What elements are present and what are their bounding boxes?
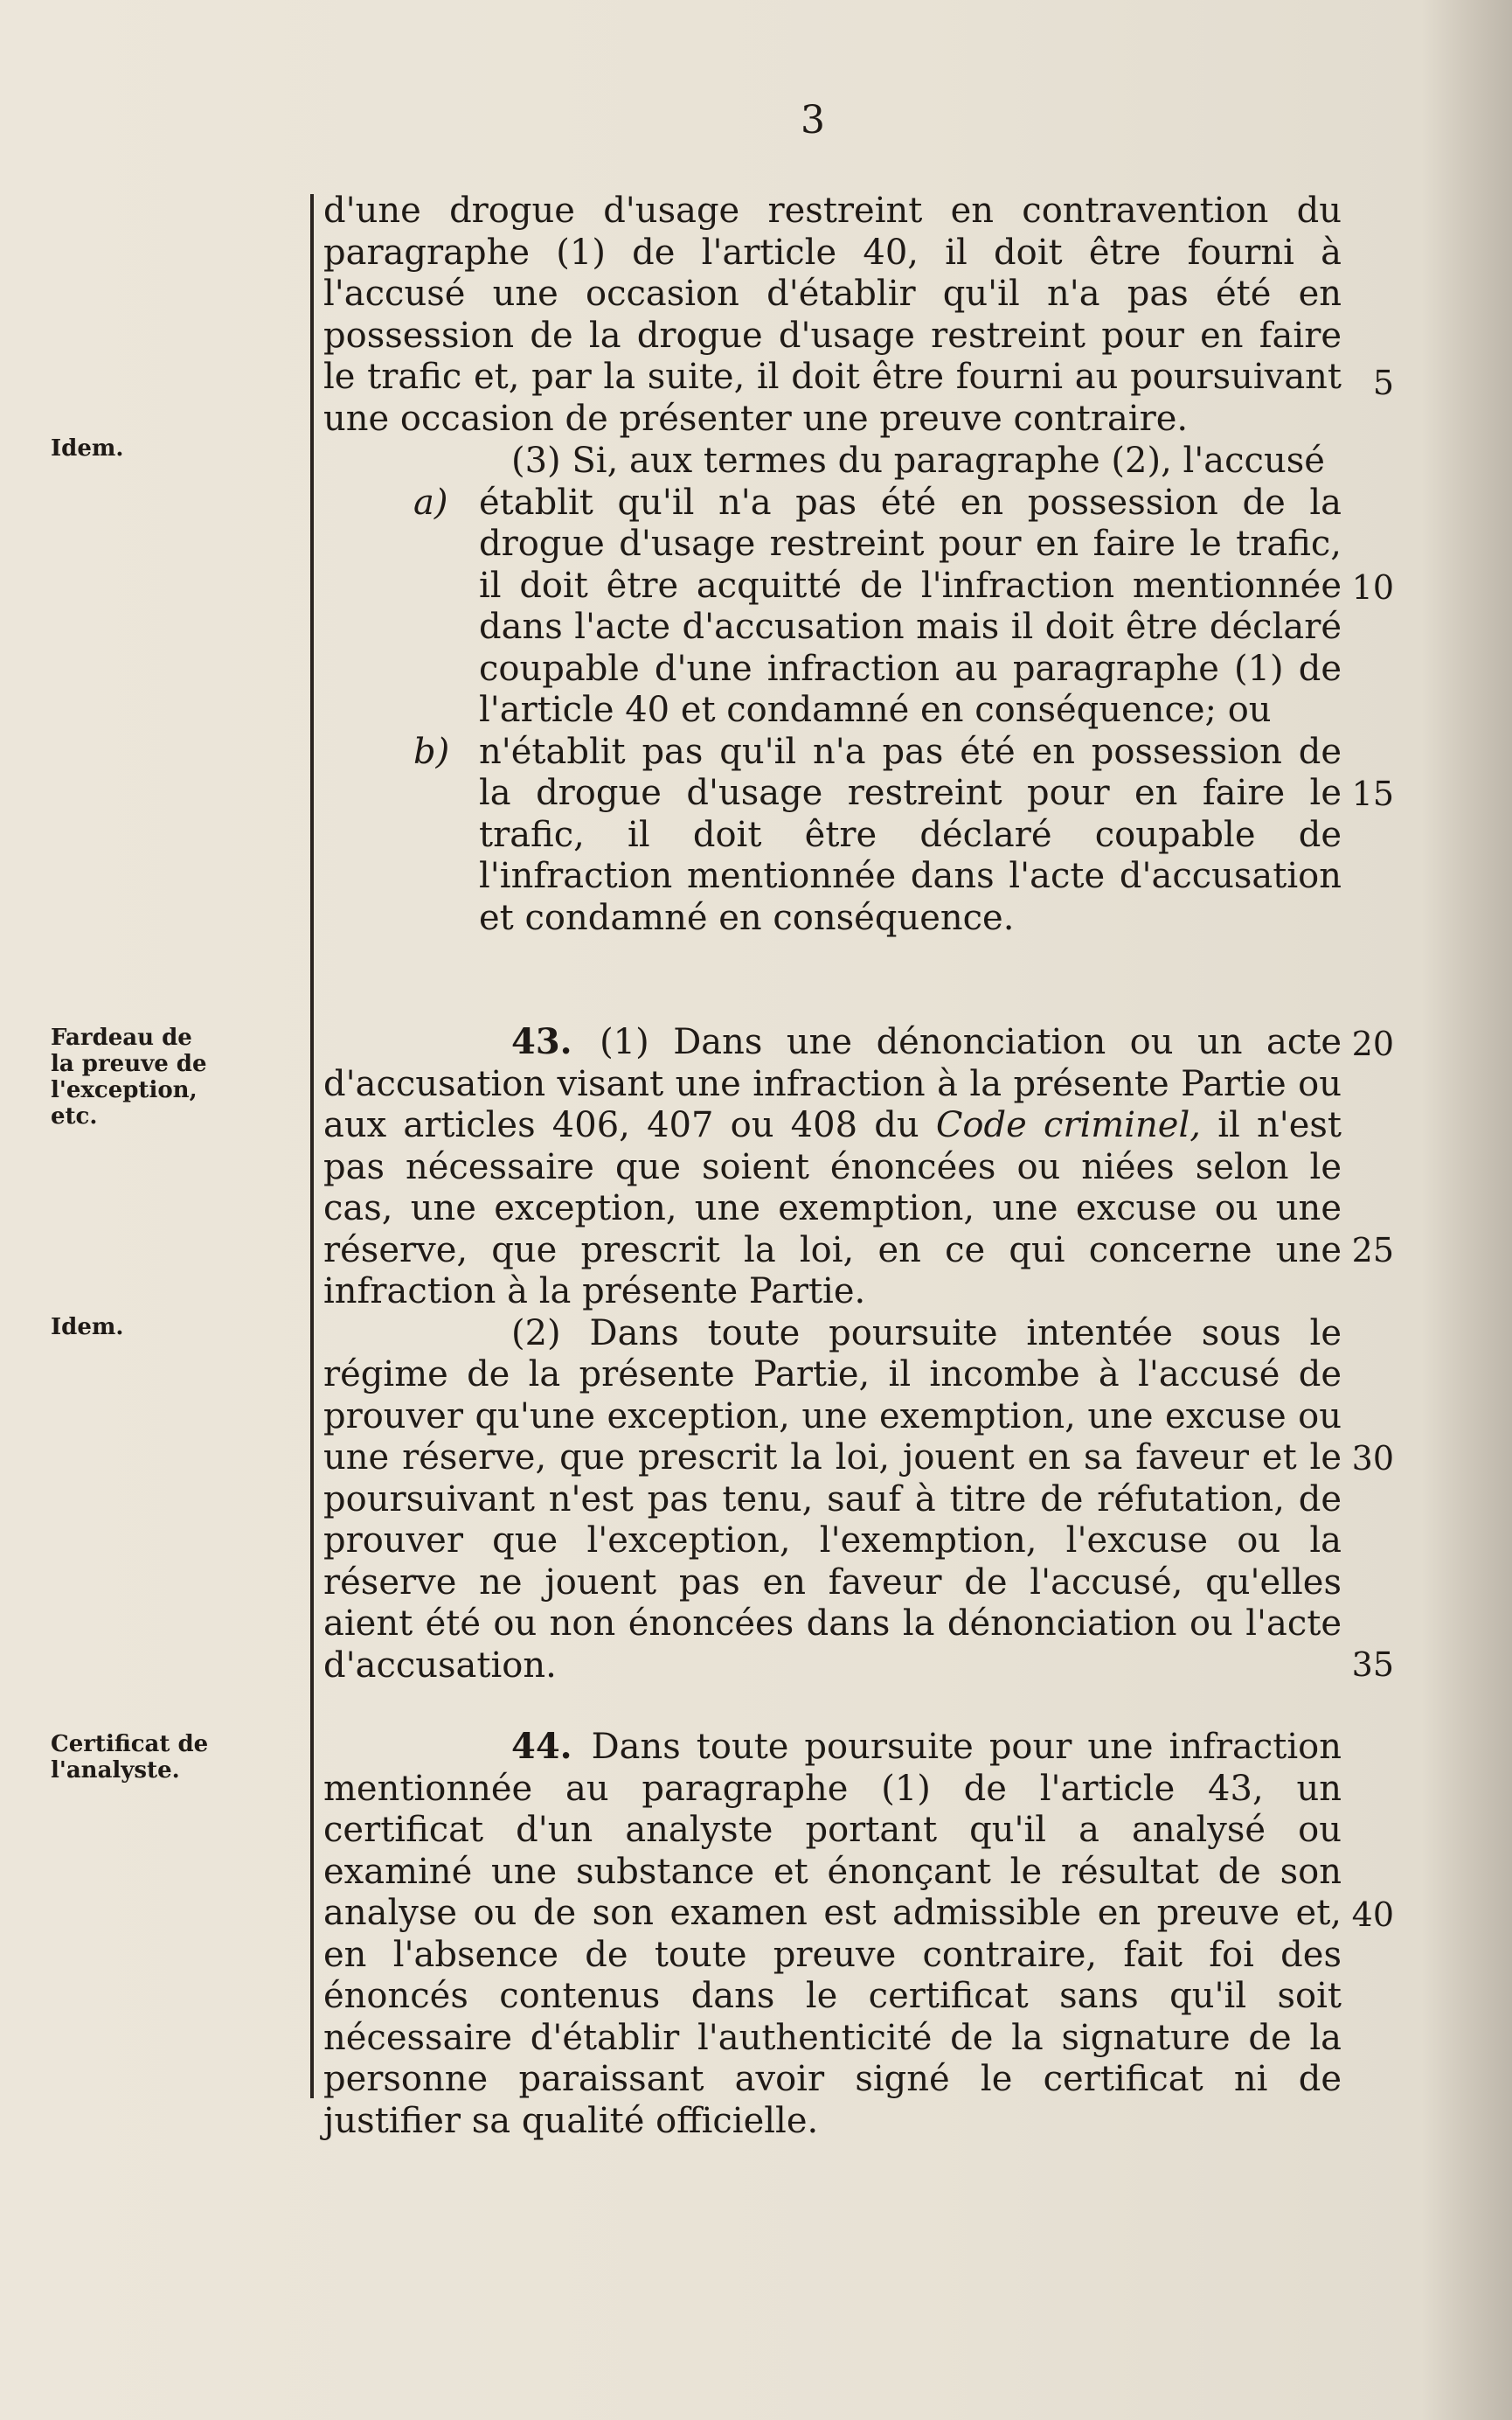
page-number: 3 [801,98,825,143]
section-44-paragraph [323,1726,1342,2142]
section-43-1-italic: Code criminel, [935,1105,1201,1145]
line-number: 25 [1351,1231,1394,1269]
line-number: 5 [1372,364,1394,402]
item-b-label: b) [413,731,450,772]
body-opening-paragraph [323,191,1342,440]
line-number: 40 [1351,1895,1394,1934]
subsection-3-intro: (3) Si, aux termes du paragraphe (2), l'accusé [511,441,1325,481]
line-number: 35 [1351,1645,1394,1684]
section-44-number: 44. [511,1726,572,1767]
section-43-subsection-1 [323,1021,1342,1313]
item-a-label: a) [413,482,448,523]
section-44-text: Dans toute poursuite pour une infraction mentionnée au paragraphe (1) de l'article 43, un certificat d'un analyste portant qu'il a analysé ou examiné une substance et énonçant le résultat de son analyse ou de son examen est admissible en preuve et, en l'absence de toute preuve contraire, fait foi des énoncés contenus dans le certificat sans qu'il soit nécessaire d'établir l'authenticité de la signature de la personne paraissant avoir signé le certificat ni de justifier sa qualité officielle. [323,1727,1342,2141]
item-b [323,732,1342,940]
margin-rule [310,194,314,2098]
margin-note-certificat-analyste: Certificat de l'analyste. [51,1731,209,1784]
margin-note-fardeau-de-la-preuve: Fardeau de la preuve de l'exception, etc. [51,1025,207,1130]
line-number: 20 [1351,1025,1394,1063]
line-number: 10 [1351,568,1394,607]
item-a-text: établit qu'il n'a pas été en possession de la drogue d'usage restreint pour en faire le trafic, il doit être acquitté de l'infraction mentionnée dans l'acte d'accusation mais il doit être déclaré coupable d'une infraction au paragraphe (1) de l'article 40 et condamné en conséquence; ou [479,482,1342,730]
section-43-number: 43. [511,1021,572,1062]
section-43-1-text-a: (1) Dans une dénonciation ou un acte d'accusation visant une infraction à la présente Partie ou aux articles 406, 407 ou 408 du [323,1022,1342,1145]
opening-text: d'une drogue d'usage restreint en contravention du paragraphe (1) de l'article 40, il doit être fourni à l'accusé une occasion d'établir qu'il n'a pas été en possession de la drogue d'usage restreint pour en faire le trafic et, par la suite, il doit être fourni au poursuivant une occasion de présenter une preuve contraire. [323,191,1342,439]
item-a [323,483,1342,732]
section-43-subsection-2: (2) Dans toute poursuite intentée sous le régime de la présente Partie, il incombe à l'accusé de prouver qu'une exception, une exemption, une excuse ou une réserve, que prescrit la loi, jouent en sa faveur et le poursuivant n'est pas tenu, sauf à titre de réfutation, de prouver que l'exception, l'exemption, l'excuse ou la réserve ne jouent pas en faveur de l'accusé, qu'elles aient été ou non énoncées dans la dénonciation ou l'acte d'accusation. [323,1312,1342,1686]
line-number: 30 [1351,1439,1394,1478]
section-43 [323,1021,1342,1686]
item-b-text: n'établit pas qu'il n'a pas été en possession de la drogue d'usage restreint pour en faire le trafic, il doit être déclaré coupable de l'infraction mentionnée dans l'acte d'accusation et condamné en conséquence. [479,731,1342,938]
section-43-1-text-b: il n'est pas nécessaire que soient énoncées ou niées selon le cas, une exception, une exemption, une excuse ou une réserve, que prescrit la loi, en ce qui concerne une infraction à la présente Partie. [323,1105,1342,1311]
section-44 [323,1726,1342,2142]
line-number: 15 [1351,775,1394,813]
margin-note-idem-1: Idem. [51,435,124,462]
margin-note-idem-2: Idem. [51,1314,124,1340]
subsection-3 [323,441,1342,939]
